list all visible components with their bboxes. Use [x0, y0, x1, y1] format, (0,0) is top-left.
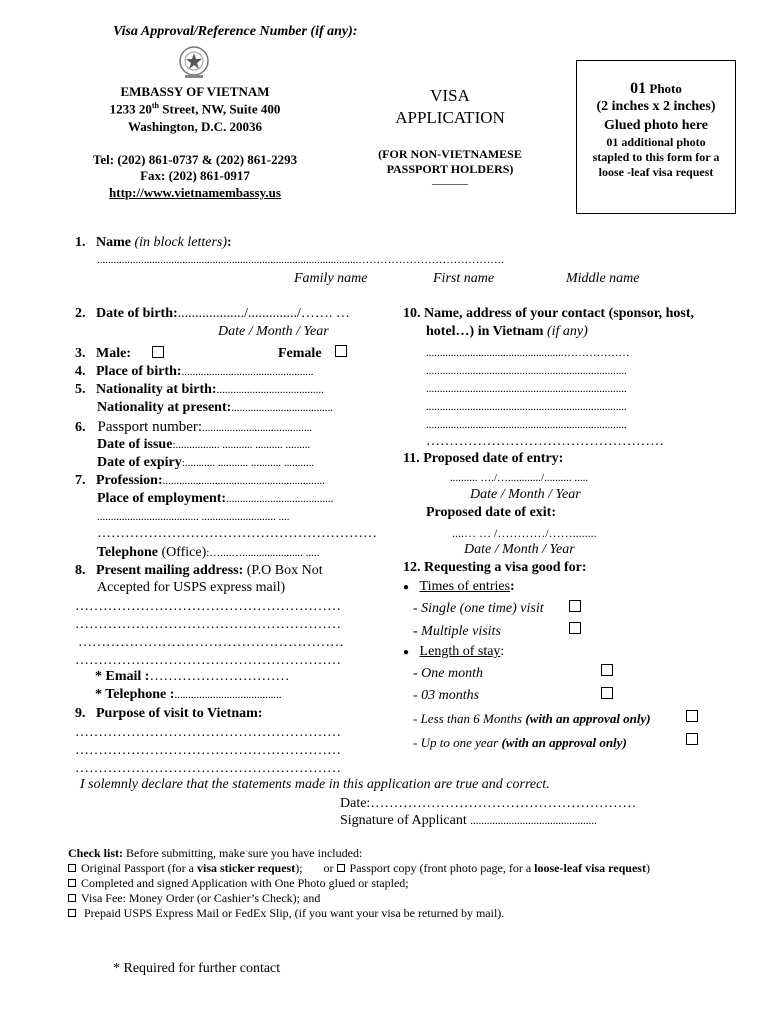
title-application: APPLICATION [395, 108, 505, 127]
q5-nationality-present-field[interactable]: ..................................... [231, 402, 334, 414]
photo-extra-1: 01 additional photo [606, 135, 706, 149]
one-month-label: - One month [413, 666, 483, 681]
multiple-entry-label: - Multiple visits [413, 624, 501, 639]
title-subtitle-1: (FOR NON-VIETNAMESE [378, 147, 522, 161]
declaration-date-field[interactable]: ………………………………………………… [370, 796, 637, 811]
reference-number-label: Visa Approval/Reference Number (if any): [113, 24, 358, 39]
q12-length-heading: ● Length of stay: [403, 644, 505, 659]
q2-dob-field[interactable]: .................../............../……. … [177, 306, 350, 321]
q6-expiry-label: Date of expiry:........... ........... ........... ........... [97, 455, 315, 470]
photo-size: (2 inches x 2 inches) [596, 99, 716, 114]
q1-first-caption: First name [433, 271, 495, 286]
q11-exit-caption: Date / Month / Year [464, 542, 575, 557]
declaration-statement: I solemnly declare that the statements made in this application are true and correct. [80, 777, 550, 792]
q8-address-field-2[interactable]: ………………………………………………… [75, 617, 341, 632]
q7-employment-field-3[interactable]: …………………………………………………… [97, 526, 377, 541]
q8-address-label: 8. Present mailing address: (P.O Box Not [75, 563, 323, 578]
photo-extra-2: stapled to this form for a [592, 150, 720, 164]
three-months-checkbox[interactable] [601, 687, 613, 699]
less-six-months-checkbox[interactable] [686, 710, 698, 722]
q7-profession-field[interactable]: ........................................................... [162, 475, 325, 487]
q7-telephone-label: Telephone (Office):…....…...................... ..... [97, 545, 320, 560]
female-label: Female [278, 346, 322, 361]
q11-exit-field[interactable]: ....… … /…………/……........ [452, 526, 597, 540]
title-rule: ______ [432, 172, 468, 186]
q2-dob-caption: Date / Month / Year [218, 324, 329, 339]
q2-dob-label: 2. Date of birth:.................../............../……. … [75, 306, 350, 321]
title-visa: VISA [430, 86, 470, 105]
checklist-item-1: Original Passport (for a visa sticker request); or Passport copy (front photo page, for a loose-leaf visa request) [68, 861, 650, 876]
footer-note: * Required for further contact [113, 961, 281, 976]
q5-nationality-birth-field[interactable]: ....................................... [216, 384, 324, 396]
q10-contact-label: 10. Name, address of your contact (sponsor, host, [403, 306, 695, 321]
embassy-tel: Tel: (202) 861-0737 & (202) 861-2293 [92, 152, 298, 167]
three-months-label: - 03 months [413, 688, 480, 703]
embassy-emblem-icon [176, 44, 212, 80]
q1-middle-caption: Middle name [566, 271, 640, 286]
checklist-item-2: Completed and signed Application with One Photo glued or stapled; [68, 876, 409, 891]
q8-phone-field[interactable]: ....................................... [174, 689, 282, 701]
q4-birthplace-label: 4. Place of birth:................................................ [75, 364, 314, 379]
checklist-item-4: Prepaid USPS Express Mail or FedEx Slip, (if you want your visa be returned by mail). [68, 906, 504, 921]
q1-name-field[interactable]: ...............................................................................................…………………………………. [97, 254, 504, 266]
q9-purpose-field-1[interactable]: ………………………………………………… [75, 725, 341, 740]
checklist-passport-checkbox[interactable] [68, 864, 76, 872]
q8-address-field-4[interactable]: ………………………………………………… [75, 653, 341, 668]
multiple-entry-checkbox[interactable] [569, 622, 581, 634]
q10-contact-label-2: hotel…) in Vietnam (if any) [426, 324, 588, 339]
title-subtitle-2: PASSPORT HOLDERS) [386, 162, 514, 176]
q8-email-field[interactable]: ………………………… [149, 669, 290, 684]
q11-entry-label: 11. Proposed date of entry: [403, 451, 564, 466]
q6-issue-label: Date of issue:................ ........... .......... ......... [97, 437, 311, 452]
q1-family-caption: Family name [294, 271, 368, 286]
one-year-label: - Up to one year (with an approval only) [413, 735, 627, 750]
male-checkbox[interactable] [152, 346, 164, 358]
embassy-name: EMBASSY OF VIETNAM [120, 84, 270, 99]
female-checkbox[interactable] [335, 345, 347, 357]
q8-email-label: * Email :………………………… [95, 669, 290, 684]
q6-issue-field[interactable]: :................ ........... .......... ......... [172, 439, 311, 451]
q5-nationality-birth-label: 5. Nationality at birth:....................................... [75, 382, 324, 397]
checklist-title: Check list: Before submitting, make sure you have included: [68, 846, 363, 860]
declaration-signature-label: Signature of Applicant .............................................. [340, 813, 597, 828]
photo-extra-3: loose -leaf visa request [598, 165, 714, 179]
less-six-months-label: - Less than 6 Months (with an approval only) [413, 711, 651, 726]
q10-contact-field-5[interactable]: ......................................................................... [426, 419, 627, 431]
embassy-website-link[interactable]: http://www.vietnamembassy.us [109, 185, 281, 200]
q12-times-heading: ● Times of entries: [403, 579, 515, 594]
q10-contact-field-1[interactable]: ..................................................……………… [426, 347, 630, 359]
photo-glued: Glued photo here [604, 118, 708, 133]
one-month-checkbox[interactable] [601, 664, 613, 676]
q7-telephone-field[interactable]: :…....…...................... ..... [206, 547, 320, 559]
q10-contact-field-4[interactable]: ......................................................................... [426, 401, 627, 413]
q10-contact-field-3[interactable]: ......................................................................... [426, 383, 627, 395]
embassy-fax: Fax: (202) 861-0917 [140, 168, 250, 183]
q9-purpose-label: 9. Purpose of visit to Vietnam: [75, 706, 263, 721]
q6-passport-label: 6. Passport number:........................................ [75, 419, 313, 435]
single-entry-checkbox[interactable] [569, 600, 581, 612]
declaration-signature-field[interactable]: .............................................. [470, 815, 597, 827]
q6-expiry-field[interactable]: :........... ........... ........... ........... [181, 457, 315, 469]
checklist-application-checkbox[interactable] [68, 879, 76, 887]
single-entry-label: - Single (one time) visit [413, 601, 544, 616]
embassy-city: Washington, D.C. 20036 [128, 119, 262, 134]
checklist-mail-checkbox[interactable] [68, 909, 76, 917]
q12-request-label: 12. Requesting a visa good for: [403, 560, 587, 575]
checklist-item-3: Visa Fee: Money Order (or Cashier’s Check); and [68, 891, 320, 906]
checklist-passport-copy-checkbox[interactable] [337, 864, 345, 872]
q8-phone-label: * Telephone :....................................... [95, 687, 282, 702]
declaration-date-label: Date:………………………………………………… [340, 796, 637, 811]
q11-exit-label: Proposed date of exit: [426, 505, 556, 520]
q7-employment-field[interactable]: ....................................... [226, 493, 334, 505]
one-year-checkbox[interactable] [686, 733, 698, 745]
q7-profession-label: 7. Profession:........................................................... [75, 473, 325, 488]
checklist-fee-checkbox[interactable] [68, 894, 76, 902]
q8-address-field-3[interactable]: ………………………………………………… [78, 635, 344, 650]
q7-employment-label: Place of employment:....................................... [97, 491, 334, 506]
embassy-address: 1233 20th Street, NW, Suite 400 [109, 101, 281, 117]
q10-contact-field-2[interactable]: ......................................................................... [426, 365, 627, 377]
q11-entry-field[interactable]: .......... …./…............/.......... ..... [450, 472, 589, 484]
q5-nationality-present-label: Nationality at present:..................................... [97, 400, 334, 415]
q3-sex-label: 3. Male: [75, 346, 131, 361]
q8-address-hint: Accepted for USPS express mail) [97, 580, 286, 595]
photo-count: 01 Photo [630, 80, 682, 97]
q10-contact-field-6[interactable]: …………………………………………… [426, 434, 664, 449]
q11-entry-caption: Date / Month / Year [470, 487, 581, 502]
q4-birthplace-field[interactable]: ................................................ [181, 366, 314, 378]
q7-employment-field-2[interactable]: ..................................... ........................... .... [97, 511, 290, 523]
q1-name-label: 1. Name (in block letters): [75, 235, 232, 250]
q6-passport-field[interactable]: ........................................ [202, 422, 313, 434]
q9-purpose-field-3[interactable]: ………………………………………………… [75, 761, 341, 776]
q8-address-field-1[interactable]: ………………………………………………… [75, 599, 341, 614]
q9-purpose-field-2[interactable]: ………………………………………………… [75, 743, 341, 758]
